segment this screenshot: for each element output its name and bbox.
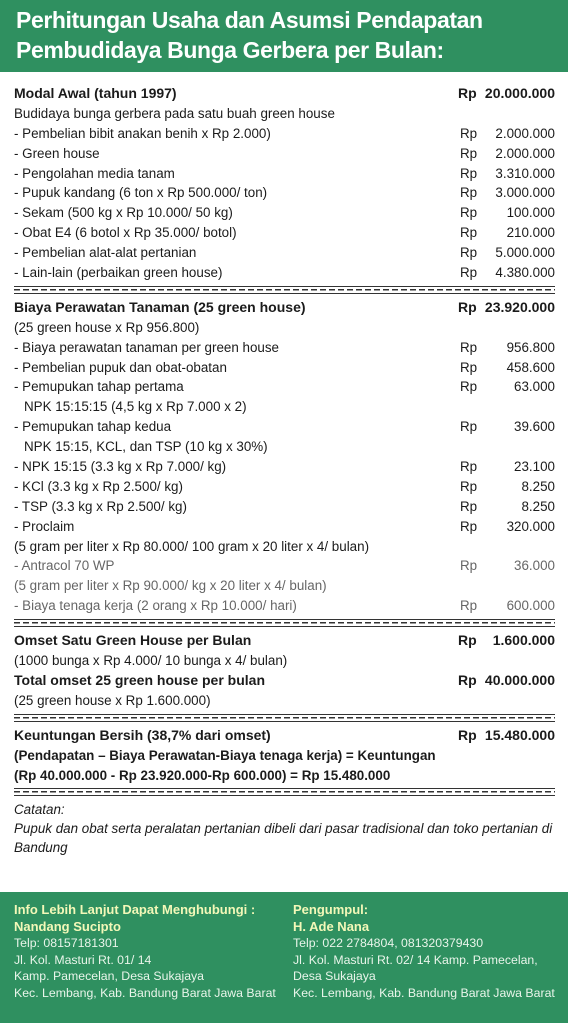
keuntungan-formula-row bbox=[14, 766, 555, 786]
item-amount: 8.250 bbox=[521, 498, 555, 514]
currency-label: Rp bbox=[460, 225, 478, 241]
omset-desc: (1000 bunga x Rp 4.000/ 10 bunga x 4/ bulan) bbox=[14, 653, 288, 669]
item-label: - TSP (3.3 kg x Rp 2.500/ kg) bbox=[14, 498, 187, 514]
currency-label: Rp bbox=[460, 165, 478, 181]
modal-awal-heading bbox=[14, 84, 555, 104]
biaya-heading bbox=[14, 298, 555, 318]
section-divider bbox=[14, 714, 555, 722]
contact-address: Kamp. Pamecelan, Desa Sukajaya bbox=[14, 969, 205, 984]
title-line-2: Pembudidaya Bunga Gerbera per Bulan: bbox=[16, 37, 444, 63]
item-amount: 3.310.000 bbox=[495, 165, 555, 181]
collector-title: Pengumpul: bbox=[293, 902, 369, 917]
currency-label: Rp bbox=[460, 518, 478, 534]
item-label: - Pembelian bibit anakan benih x Rp 2.000) bbox=[14, 125, 271, 141]
collector-address: Desa Sukajaya bbox=[293, 969, 376, 984]
biaya-item-row bbox=[14, 497, 555, 517]
item-amount: 210.000 bbox=[506, 225, 555, 241]
omset-title: Omset Satu Green House per Bulan bbox=[14, 632, 252, 649]
item-subline: (5 gram per liter x Rp 90.000/ kg x 20 liter x 4/ bulan) bbox=[14, 578, 327, 594]
biaya-subline-row bbox=[14, 397, 555, 417]
currency-label: Rp bbox=[458, 726, 477, 743]
item-label: - Pembelian pupuk dan obat-obatan bbox=[14, 359, 227, 375]
title-banner bbox=[0, 0, 568, 72]
currency-label: Rp bbox=[460, 125, 478, 141]
biaya-item-row bbox=[14, 338, 555, 358]
total-omset-desc-row bbox=[14, 691, 555, 711]
keuntungan-heading bbox=[14, 726, 555, 746]
omset-heading bbox=[14, 631, 555, 651]
item-label: - Lain-lain (perbaikan green house) bbox=[14, 265, 223, 281]
keuntungan-formula-row bbox=[14, 746, 555, 766]
currency-label: Rp bbox=[460, 598, 478, 614]
section-divider bbox=[14, 619, 555, 627]
item-amount: 63.000 bbox=[514, 379, 555, 395]
keuntungan-title: Keuntungan Bersih (38,7% dari omset) bbox=[14, 726, 271, 743]
omset-total: 1.600.000 bbox=[492, 632, 555, 649]
currency-label: Rp bbox=[460, 265, 478, 281]
contact-address: Jl. Kol. Masturi Rt. 01/ 14 bbox=[14, 952, 152, 967]
item-label: - Biaya tenaga kerja (2 orang x Rp 10.000/ hari) bbox=[14, 598, 297, 614]
item-amount: 4.380.000 bbox=[495, 265, 555, 281]
item-amount: 2.000.000 bbox=[495, 125, 555, 141]
item-label: - Biaya perawatan tanaman per green house bbox=[14, 339, 280, 355]
biaya-item-row bbox=[14, 477, 555, 497]
item-label: - Pembelian alat-alat pertanian bbox=[14, 245, 197, 261]
collector-phone: Telp: 022 2784804, 081320379430 bbox=[293, 936, 484, 951]
item-amount: 3.000.000 bbox=[495, 185, 555, 201]
item-amount: 320.000 bbox=[506, 518, 555, 534]
biaya-item-row bbox=[14, 457, 555, 477]
total-omset-value: 40.000.000 bbox=[484, 671, 555, 688]
currency-label: Rp bbox=[460, 459, 478, 475]
total-omset-desc: (25 green house x Rp 1.600.000) bbox=[14, 692, 211, 708]
item-amount: 956.800 bbox=[506, 339, 555, 355]
item-amount: 2.000.000 bbox=[495, 145, 555, 161]
currency-label: Rp bbox=[460, 379, 478, 395]
biaya-item-row bbox=[14, 556, 555, 576]
item-label: - Pupuk kandang (6 ton x Rp 500.000/ ton) bbox=[14, 185, 268, 201]
section-divider bbox=[14, 286, 555, 294]
contact-phone: Telp: 08157181301 bbox=[14, 936, 119, 951]
currency-label: Rp bbox=[460, 185, 478, 201]
contact-address: Kec. Lembang, Kab. Bandung Barat Jawa Barat bbox=[14, 985, 276, 1000]
biaya-item-row bbox=[14, 596, 555, 616]
modal-awal-desc: Budidaya bunga gerbera pada satu buah green house bbox=[14, 105, 335, 121]
modal-awal-total: 20.000.000 bbox=[484, 85, 555, 101]
item-label: - Obat E4 (6 botol x Rp 35.000/ botol) bbox=[14, 225, 237, 241]
currency-label: Rp bbox=[458, 298, 477, 315]
biaya-item-row bbox=[14, 417, 555, 437]
contact-name: Nandang Sucipto bbox=[14, 918, 121, 934]
item-label: - Proclaim bbox=[14, 518, 75, 534]
currency-label: Rp bbox=[460, 558, 478, 574]
total-omset-heading bbox=[14, 671, 555, 691]
item-label: - KCl (3.3 kg x Rp 2.500/ kg) bbox=[14, 478, 183, 494]
keuntungan-formula-2: (Rp 40.000.000 - Rp 23.920.000-Rp 600.000) = Rp 15.480.000 bbox=[14, 767, 391, 783]
item-label: - Pemupukan tahap pertama bbox=[14, 379, 184, 395]
modal-item-row bbox=[14, 203, 555, 223]
currency-label: Rp bbox=[460, 498, 478, 514]
currency-label: Rp bbox=[458, 85, 477, 101]
modal-awal-desc-row bbox=[14, 104, 555, 124]
item-amount: 39.600 bbox=[514, 419, 555, 435]
biaya-desc: (25 green house x Rp 956.800) bbox=[14, 319, 200, 335]
catatan-label: Catatan: bbox=[14, 802, 65, 818]
omset-desc-row bbox=[14, 651, 555, 671]
keuntungan-total: 15.480.000 bbox=[484, 726, 555, 743]
currency-label: Rp bbox=[460, 339, 478, 355]
title-line-1: Perhitungan Usaha dan Asumsi Pendapatan bbox=[16, 7, 483, 33]
item-amount: 458.600 bbox=[506, 359, 555, 375]
biaya-subline-row bbox=[14, 576, 555, 596]
collector-column bbox=[293, 902, 563, 1002]
biaya-item-row bbox=[14, 358, 555, 378]
collector-address: Jl. Kol. Masturi Rt. 02/ 14 Kamp. Pamecelan, bbox=[293, 952, 538, 967]
total-omset-title: Total omset 25 green house per bulan bbox=[14, 671, 266, 688]
item-subline: (5 gram per liter x Rp 80.000/ 100 gram x 20 liter x 4/ bulan) bbox=[14, 538, 370, 554]
section-divider bbox=[14, 788, 555, 796]
modal-item-row bbox=[14, 243, 555, 263]
biaya-total: 23.920.000 bbox=[484, 298, 555, 315]
biaya-subline-row bbox=[14, 537, 555, 557]
contact-title: Info Lebih Lanjut Dapat Menghubungi : bbox=[14, 902, 256, 917]
biaya-item-row bbox=[14, 377, 555, 397]
currency-label: Rp bbox=[460, 245, 478, 261]
biaya-title: Biaya Perawatan Tanaman (25 green house) bbox=[14, 298, 306, 315]
item-label: - Green house bbox=[14, 145, 100, 161]
item-label: - Pengolahan media tanam bbox=[14, 165, 175, 181]
currency-label: Rp bbox=[458, 671, 477, 688]
contact-footer bbox=[0, 892, 568, 1023]
modal-item-row bbox=[14, 223, 555, 243]
currency-label: Rp bbox=[460, 145, 478, 161]
item-amount: 100.000 bbox=[506, 205, 555, 221]
currency-label: Rp bbox=[460, 478, 478, 494]
item-amount: 36.000 bbox=[514, 558, 555, 574]
item-subline: NPK 15:15, KCL, dan TSP (10 kg x 30%) bbox=[24, 439, 268, 455]
biaya-desc-row bbox=[14, 318, 555, 338]
item-amount: 23.100 bbox=[514, 459, 555, 475]
item-amount: 8.250 bbox=[521, 478, 555, 494]
biaya-item-row bbox=[14, 517, 555, 537]
modal-item-row bbox=[14, 124, 555, 144]
currency-label: Rp bbox=[458, 632, 477, 649]
item-subline: NPK 15:15:15 (4,5 kg x Rp 7.000 x 2) bbox=[24, 399, 247, 415]
modal-item-row bbox=[14, 144, 555, 164]
biaya-subline-row bbox=[14, 437, 555, 457]
item-amount: 600.000 bbox=[506, 598, 555, 614]
contact-info-column bbox=[14, 902, 284, 1002]
currency-label: Rp bbox=[460, 359, 478, 375]
item-label: - Sekam (500 kg x Rp 10.000/ 50 kg) bbox=[14, 205, 233, 221]
item-label: - NPK 15:15 (3.3 kg x Rp 7.000/ kg) bbox=[14, 459, 227, 475]
currency-label: Rp bbox=[460, 419, 478, 435]
currency-label: Rp bbox=[460, 205, 478, 221]
collector-address: Kec. Lembang, Kab. Bandung Barat Jawa Barat bbox=[293, 985, 555, 1000]
item-label: - Antracol 70 WP bbox=[14, 558, 115, 574]
modal-item-row bbox=[14, 164, 555, 184]
modal-awal-title: Modal Awal (tahun 1997) bbox=[14, 85, 177, 101]
main-content bbox=[0, 84, 568, 857]
item-amount: 5.000.000 bbox=[495, 245, 555, 261]
modal-item-row bbox=[14, 183, 555, 203]
collector-name: H. Ade Nana bbox=[293, 918, 370, 934]
item-label: - Pemupukan tahap kedua bbox=[14, 419, 172, 435]
catatan-text: Pupuk dan obat serta peralatan pertanian dibeli dari pasar tradisional dan toko pertanian di Bandung bbox=[14, 821, 553, 856]
keuntungan-formula-1: (Pendapatan – Biaya Perawatan-Biaya tenaga kerja) = Keuntungan bbox=[14, 747, 436, 763]
modal-item-row bbox=[14, 263, 555, 283]
